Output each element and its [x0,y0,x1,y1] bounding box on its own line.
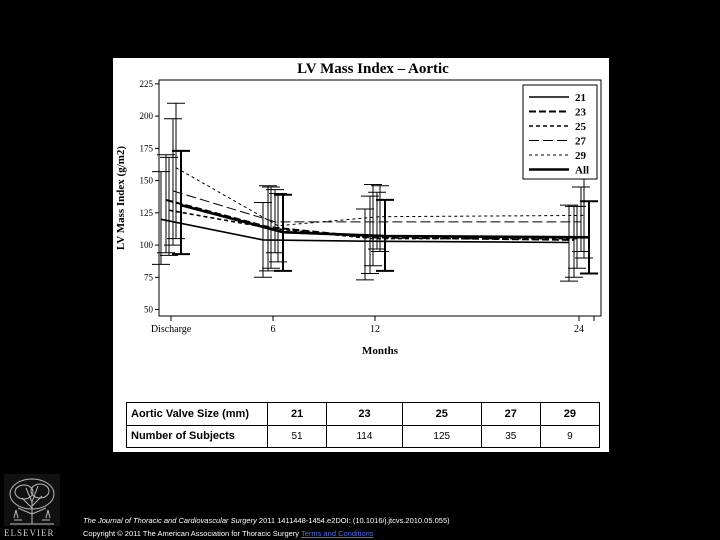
table-cell-subjects: 51 [268,425,327,448]
y-tick-label: 125 [139,207,153,218]
table-row-sizes [127,403,600,426]
y-tick-label: 150 [139,175,153,186]
table-cell-size: 25 [402,403,481,426]
legend-entry: 27 [575,135,586,148]
y-tick-label: 100 [139,240,153,251]
figure-panel [113,58,609,452]
line-chart [113,58,609,398]
citation-text: 2011 1411448-1454.e2DOI: (10.1016/j.jtcvs.2010.05.055) [256,516,450,525]
table-cell-size: 27 [481,403,540,426]
table-cell-subjects: 125 [402,425,481,448]
table-cell-size: 29 [540,403,599,426]
table-cell-subjects: 9 [540,425,599,448]
x-tick-label: 12 [370,324,380,335]
journal-name: The Journal of Thoracic and Cardiovascular Surgery [83,516,257,525]
y-tick-label: 200 [139,111,153,122]
table-cell-subjects: 114 [327,425,403,448]
y-tick-label: 225 [139,78,153,89]
copyright-line [83,527,450,540]
copyright-text: Copyright © 2011 The American Association for Thoracic Surgery [83,529,301,538]
table-row-subjects [127,425,600,448]
x-tick-label: Discharge [150,324,192,335]
table-cell-subjects: 35 [481,425,540,448]
legend-entry: 23 [575,106,586,119]
y-tick-label: 175 [139,143,153,154]
y-tick-label: 50 [144,304,153,315]
x-tick-label: 24 [574,324,584,335]
legend-entry: 29 [575,150,586,162]
legend-entry: 25 [575,121,586,133]
table-cell-size: 23 [327,403,403,426]
terms-link[interactable]: Terms and Conditions [301,529,374,538]
chart-title: LV Mass Index – Aortic [297,61,449,77]
citation-line [83,514,450,527]
elsevier-wordmark: ELSEVIER [4,528,55,538]
y-axis-label: LV Mass Index (g/m2) [115,145,127,251]
x-tick-label: 6 [270,324,276,335]
x-axis-label: Months [361,345,399,357]
elsevier-tree-logo [4,474,60,536]
y-tick-label: 75 [144,272,153,283]
legend-entry: 21 [575,92,586,104]
table-header-subjects: Number of Subjects [127,425,268,448]
legend-entry: All [575,164,590,177]
figure-caption [83,514,450,540]
table-cell-size: 21 [268,403,327,426]
valve-size-table [126,402,600,448]
table-header-valve-size: Aortic Valve Size (mm) [127,403,268,426]
